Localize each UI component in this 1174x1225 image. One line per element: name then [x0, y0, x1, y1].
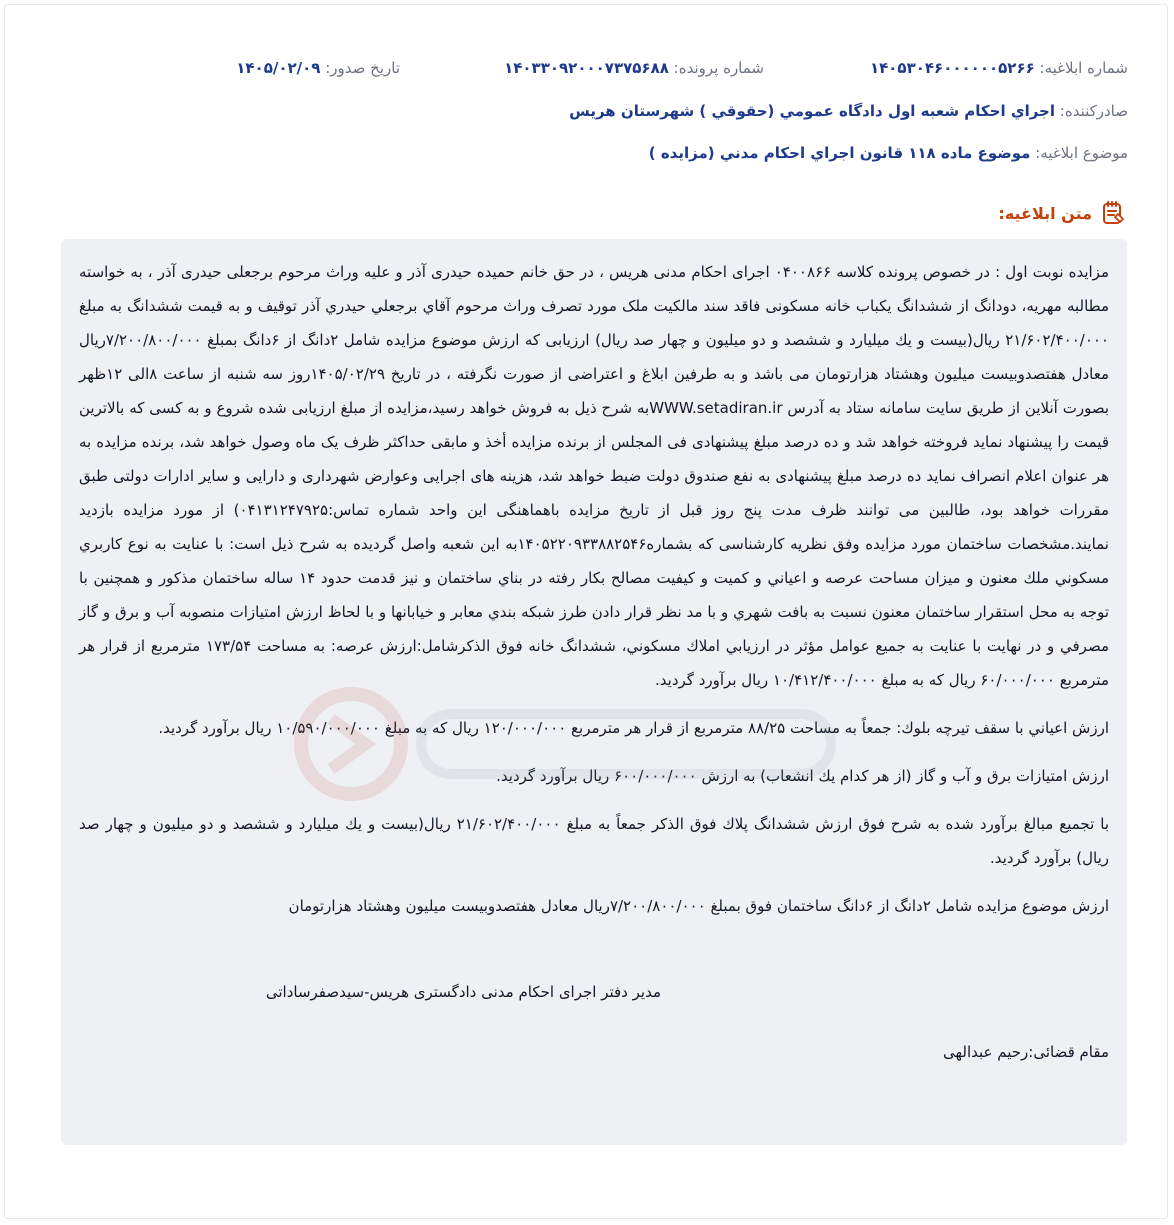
case-number [504, 57, 764, 79]
issue-date [236, 57, 400, 79]
subject-value: موضوع ماده ۱۱۸ قانون اجراي احكام مدني (مزايده ) [648, 144, 1031, 162]
notice-content [61, 239, 1127, 1145]
meta-row-subject [46, 142, 1128, 164]
case-number-label: شماره پرونده: [673, 59, 764, 77]
signature-title: مدیر دفتر اجرای احکام مدنی دادگستری هریس-سیدصفرساداتی [265, 983, 661, 1001]
notice-text-heading [998, 200, 1126, 226]
meta-row-numbers [46, 57, 1128, 79]
notice-number-label: شماره ابلاغیه: [1039, 59, 1128, 77]
notice-paragraph-building-value: ارزش اعياني با سقف تيرچه بلوك: جمعاً به مساحت ۸۸/۲۵ مترمربع از قرار هر مترمربع ۱۲۰/۰۰۰/۰۰۰ ريال كه به مبلغ ۱۰/۵۹۰/۰۰۰/۰۰۰ ريال برآورد گرديد. [158, 719, 1109, 737]
notice-paragraph-main: مزایده نوبت اول : در خصوص پرونده کلاسه ۰۴۰۰۸۶۶ اجرای احکام مدنی هریس ، در حق خانم حمیده حیدری آذر و علیه وراث مرحوم برجعلی حیدری آذر ، به خواسته مطالبه مهریه، دودانگ از ششدانگ یکباب خانه مسکونی فاقد سند مالکیت ملک مورد تصرف وراث مرحوم آقاي برجعلي حيدري آذر توقيف و به قيمت ششدانگ به مبلغ ۲۱/۶۰۲/۴۰۰/۰۰۰ ريال(بيست و يك ميليارد و ششصد و دو ميليون و چهار صد ريال) ارزيابی که ارزش موضوع مزایده شامل ۲دانگ از ۶دانگ بمبلغ ۷/۲۰۰/۸۰۰/۰۰۰ريال معادل هفتصدوبیست میلیون وهشتاد هزارتومان می باشد و به طرفین ابلاغ و اعتراضی از صورت نگرفته ، در تاریخ ۱۴۰۵/۰۲/۲۹روز سه شنبه از ساعت ۸الی ۱۲ظهر بصورت آنلاین از طریق سایت سامانه ستاد به آدرس WWW.setadiran.irبه شرح ذیل به فروش خواهد رسید،مزایده از مبلغ ارزیابی شده شروع و به کسی که بالاترین قیمت را پیشنهاد نماید فروخته خواهد شد و ده درصد مبلغ پیشنهادی فی المجلس از برنده مزایده أخذ و مابقی حداکثر ظرف یک ماه وصول خواهد شد، برنده مزایده به هر عنوان اعلام انصراف نماید ده درصد مبلغ پیشنهادی به نفع صندوق دولت ضبط خواهد شد، هزینه های اجرایی وعوارض شهرداری و دارایی و سایر ادارات دولتی طبق مقررات خواهد بود، طالبین می توانند ظرف مدت پنج روز قبل از تاریخ مزایده باهماهنگی این واحد شماره تماس:۰۴۱۳۱۲۴۷۹۲۵) از مورد مزایده بازدید نمایند.مشخصات ساختمان مورد مزایده وفق نظریه کارشناسی که بشماره۱۴۰۵۲۲۰۹۳۳۸۸۲۵۴۶به این شعبه واصل گردیده به شرح ذیل است: با عنايت به نوع كاربري مسكوني ملك معنون و ميزان مساحت عرصه و اعياني و كميت و كيفيت مصالح بكار رفته در بناي ساختمان و نيز قدمت حدود ۱۴ ساله ساختمان مذكور و همچنين با توجه به محل استقرار ساختمان معنون نسبت به بافت شهري و با مد نظر قرار دادن طرز شبكه بندي معابر و خيابانها و با لحاظ ارزش امتيازات منصوبه آب و برق و گاز مصرفي و در نهايت با عنايت به جميع عوامل مؤثر در ارزيابي املاك مسكوني، ششدانگ خانه فوق الذكرشامل:ارزش عرصه: به مساحت ۱۷۳/۵۴ مترمربع از قرار هر مترمربع ۶۰/۰۰۰/۰۰۰ ريال كه به مبلغ ۱۰/۴۱۲/۴۰۰/۰۰۰ ريال برآورد گرديد. [79, 263, 1110, 689]
notepad-icon [1100, 200, 1126, 226]
case-number-value: ۱۴۰۳۳۰۹۲۰۰۰۷۳۷۵۶۸۸ [504, 59, 669, 77]
issue-date-value: ۱۴۰۵/۰۲/۰۹ [236, 59, 321, 77]
issuer-label: صادرکننده: [1059, 102, 1128, 120]
notice-paragraph-total-value: با تجميع مبالغ برآورد شده به شرح فوق ارزش ششدانگ پلاك فوق الذكر جمعاً به مبلغ ۲۱/۶۰۲/۴۰۰/۰۰۰ ريال(بيست و يك ميليارد و ششصد و دو ميليون و چهار صد ريال) برآورد گرديد. [79, 815, 1109, 867]
subject-label: موضوع ابلاغیه: [1035, 144, 1128, 162]
notice-text-title: متن ابلاغیه: [998, 203, 1092, 223]
issue-date-label: تاریخ صدور: [325, 59, 400, 77]
meta-row-issuer [46, 100, 1128, 122]
notice-number [870, 57, 1128, 79]
notice-paragraph-utilities-value: ارزش امتيازات برق و آب و گاز (از هر كدام يك انشعاب) به ارزش ۶۰۰/۰۰۰/۰۰۰ ريال برآورد گرديد. [496, 767, 1109, 785]
judicial-authority: مقام قضائی:رحیم عبدالهی [942, 1043, 1109, 1061]
notice-paragraph-auction-value: ارزش موضوع مزایده شامل ۲دانگ از ۶دانگ ساختمان فوق بمبلغ ۷/۲۰۰/۸۰۰/۰۰۰ريال معادل هفتصدوبیست میلیون وهشتاد هزارتومان [288, 897, 1109, 915]
signature-block [79, 977, 1109, 1067]
issuer-value: اجراي احكام شعبه اول دادگاه عمومي (حقوقي ) شهرستان هريس [569, 102, 1055, 120]
notice-number-value: ۱۴۰۵۳۰۴۶۰۰۰۰۰۰۵۲۶۶ [869, 59, 1035, 77]
